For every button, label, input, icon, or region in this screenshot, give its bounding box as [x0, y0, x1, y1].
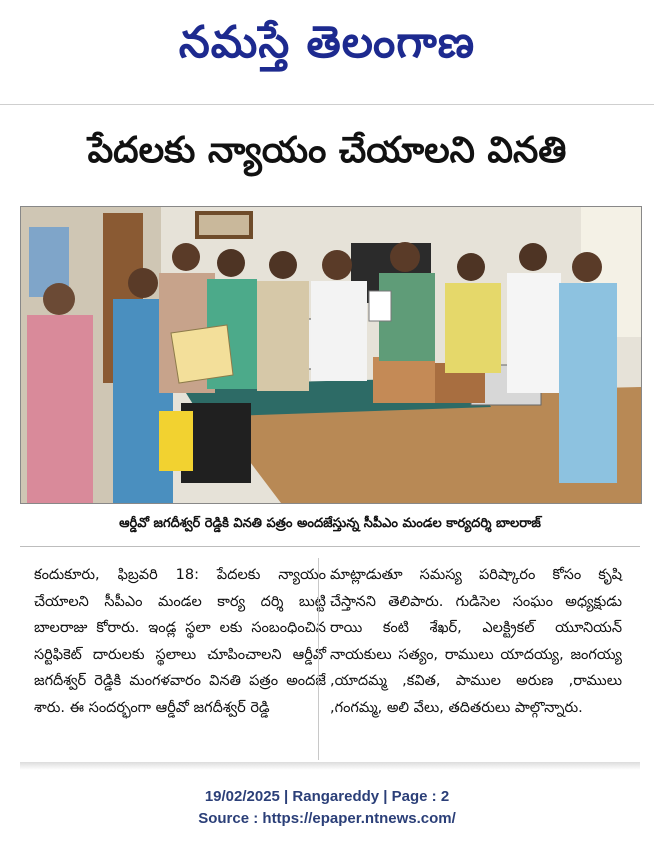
- masthead-title: నమస్తే తెలంగాణ: [178, 17, 476, 68]
- caption-divider: [20, 546, 640, 547]
- source-link[interactable]: Source : https://epaper.ntnews.com/: [198, 810, 456, 827]
- photo-caption: ఆర్డీవో జగదీశ్వర్ రెడ్డికి వినతి పత్రం అందజేస్తున్న సీపీఎం మండల కార్యదర్శి బాలరాజ్: [119, 516, 541, 531]
- photo-illustration: [21, 207, 641, 503]
- edition-info: 19/02/2025 | Rangareddy | Page : 2: [204, 788, 450, 805]
- column-divider: [318, 558, 319, 760]
- headline-text: పేదలకు న్యాయం చేయాలని వినతి: [87, 130, 567, 171]
- clipping-cut-edge: [20, 762, 640, 770]
- article-column-left: కందుకూరు, ఫిబ్రవరి 18: పేదలకు న్యాయం చేయాలని సీపీఎం మండల కార్య దర్శి బుట్టి బాలరాజు కోరారు. ఇండ్ల స్థలా లకు సంబంధించిన సర్టిఫికెట్ దారులకు స్థలాలు చూపించాలని ఆర్డీవో జగదీశ్వర్ రెడ్డికి మంగళవారం వినతి పత్రం అందజే శారు. ఈ సందర్భంగా ఆర్డీవో జగదీశ్వర్ రెడ్డి: [34, 567, 326, 716]
- news-photo: [20, 206, 642, 504]
- article-column-right: మాట్లాడుతూ సమస్య పరిష్కారం కోసం కృషి చేస్తానని తెలిపారు. గుడిసెల సంఘం అధ్యక్షుడు రాయి కంటి శేఖర్, ఎలక్ట్రికల్ యూనియన్ నాయకులు సత్యం, రాములు యాదయ్య, జంగయ్య ,యాదమ్మ ,కవిత, పాముల అరుణ ,రాములు ,గంగమ్మ, అలి వేలు, తదితరులు పాల్గొన్నారు.: [330, 567, 622, 716]
- article-headline: [0, 120, 654, 190]
- newspaper-masthead: [0, 0, 654, 96]
